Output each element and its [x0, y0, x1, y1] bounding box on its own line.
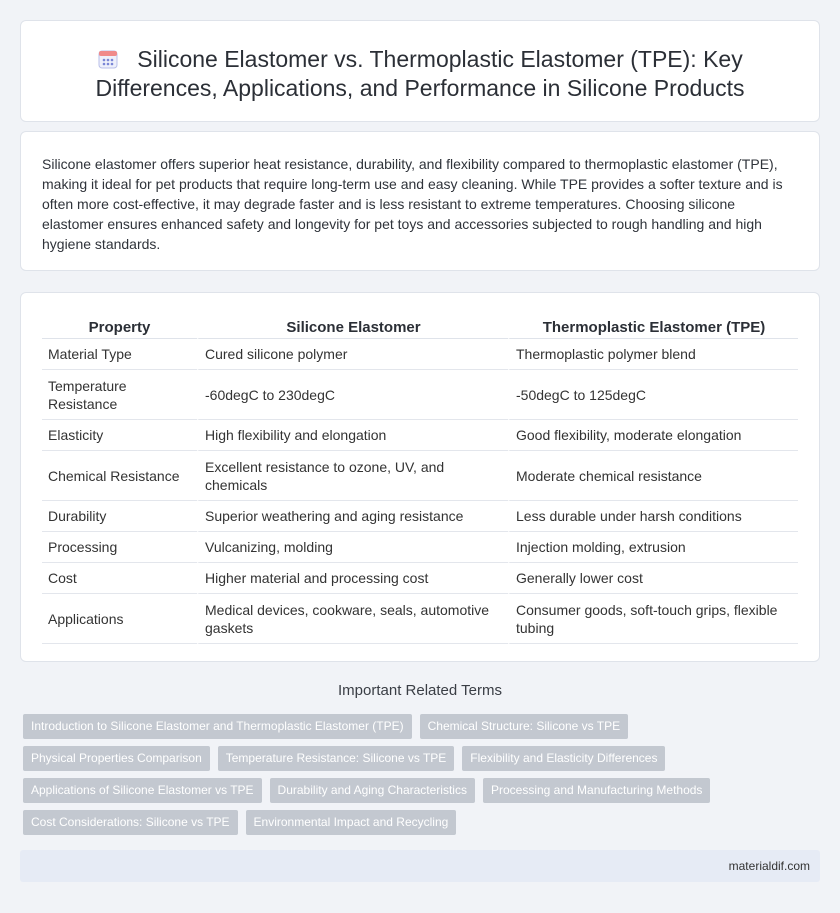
- table-row: [42, 563, 798, 594]
- title-card: [20, 20, 820, 122]
- related-term-tag[interactable]: Physical Properties Comparison: [23, 746, 210, 771]
- table-row: [42, 339, 798, 370]
- table-row: [42, 532, 798, 563]
- property-cell: Cost: [42, 563, 197, 594]
- table-header-row: [42, 313, 798, 339]
- table-row: [42, 451, 798, 501]
- related-term-tag[interactable]: Applications of Silicone Elastomer vs TPE: [23, 778, 262, 803]
- related-term-tag[interactable]: Temperature Resistance: Silicone vs TPE: [218, 746, 455, 771]
- property-cell: Durability: [42, 501, 197, 532]
- page-title-text: Silicone Elastomer vs. Thermoplastic Elastomer (TPE): Key Differences, Applications, and Performance in Silicone Products: [95, 46, 745, 101]
- header-tpe: Thermoplastic Elastomer (TPE): [508, 313, 798, 339]
- footer-site-link[interactable]: materialdif.com: [728, 859, 810, 873]
- header-property: Property: [42, 313, 197, 339]
- page-title: [21, 45, 819, 103]
- related-term-tag[interactable]: Durability and Aging Characteristics: [270, 778, 475, 803]
- related-term-tag[interactable]: Introduction to Silicone Elastomer and Thermoplastic Elastomer (TPE): [23, 714, 412, 739]
- tpe-cell: Consumer goods, soft-touch grips, flexible tubing: [508, 594, 798, 644]
- table-row: [42, 594, 798, 644]
- related-terms-tags: [23, 714, 823, 842]
- header-silicone: Silicone Elastomer: [197, 313, 508, 339]
- intro-text: Silicone elastomer offers superior heat resistance, durability, and flexibility compared to thermoplastic elastomer (TPE), making it ideal for pet products that require long-term use and easy cleaning. While TPE provides a softer texture and is often more cost-effective, it may degrade faster and is less resistant to extreme temperatures. Choosing silicone elastomer ensures enhanced safety and longevity for pet toys and accessories subjected to rough handling and high hygiene standards.: [42, 156, 783, 252]
- intro-card: [20, 131, 820, 271]
- silicone-cell: Higher material and processing cost: [197, 563, 508, 594]
- tpe-cell: Less durable under harsh conditions: [508, 501, 798, 532]
- property-cell: Processing: [42, 532, 197, 563]
- related-terms-heading: Important Related Terms: [338, 682, 502, 699]
- property-cell: Applications: [42, 594, 197, 644]
- tpe-cell: Generally lower cost: [508, 563, 798, 594]
- tpe-cell: -50degC to 125degC: [508, 370, 798, 420]
- silicone-cell: Medical devices, cookware, seals, automotive gaskets: [197, 594, 508, 644]
- related-term-tag[interactable]: Environmental Impact and Recycling: [246, 810, 457, 835]
- silicone-cell: Excellent resistance to ozone, UV, and chemicals: [197, 451, 508, 501]
- silicone-cell: Superior weathering and aging resistance: [197, 501, 508, 532]
- property-cell: Material Type: [42, 339, 197, 370]
- table-row: [42, 501, 798, 532]
- related-term-tag[interactable]: Cost Considerations: Silicone vs TPE: [23, 810, 238, 835]
- tpe-cell: Thermoplastic polymer blend: [508, 339, 798, 370]
- table-row: [42, 420, 798, 451]
- silicone-cell: -60degC to 230degC: [197, 370, 508, 420]
- comparison-table: [42, 313, 798, 644]
- tpe-cell: Injection molding, extrusion: [508, 532, 798, 563]
- tpe-cell: Good flexibility, moderate elongation: [508, 420, 798, 451]
- property-cell: Chemical Resistance: [42, 451, 197, 501]
- footer: [20, 850, 820, 882]
- property-cell: Elasticity: [42, 420, 197, 451]
- silicone-cell: Cured silicone polymer: [197, 339, 508, 370]
- tpe-cell: Moderate chemical resistance: [508, 451, 798, 501]
- property-cell: Temperature Resistance: [42, 370, 197, 420]
- related-term-tag[interactable]: Processing and Manufacturing Methods: [483, 778, 710, 803]
- table-row: [42, 370, 798, 420]
- silicone-cell: High flexibility and elongation: [197, 420, 508, 451]
- silicone-cell: Vulcanizing, molding: [197, 532, 508, 563]
- related-term-tag[interactable]: Chemical Structure: Silicone vs TPE: [420, 714, 629, 739]
- calendar-icon: [97, 48, 119, 70]
- related-term-tag[interactable]: Flexibility and Elasticity Differences: [462, 746, 665, 771]
- comparison-table-card: [20, 292, 820, 662]
